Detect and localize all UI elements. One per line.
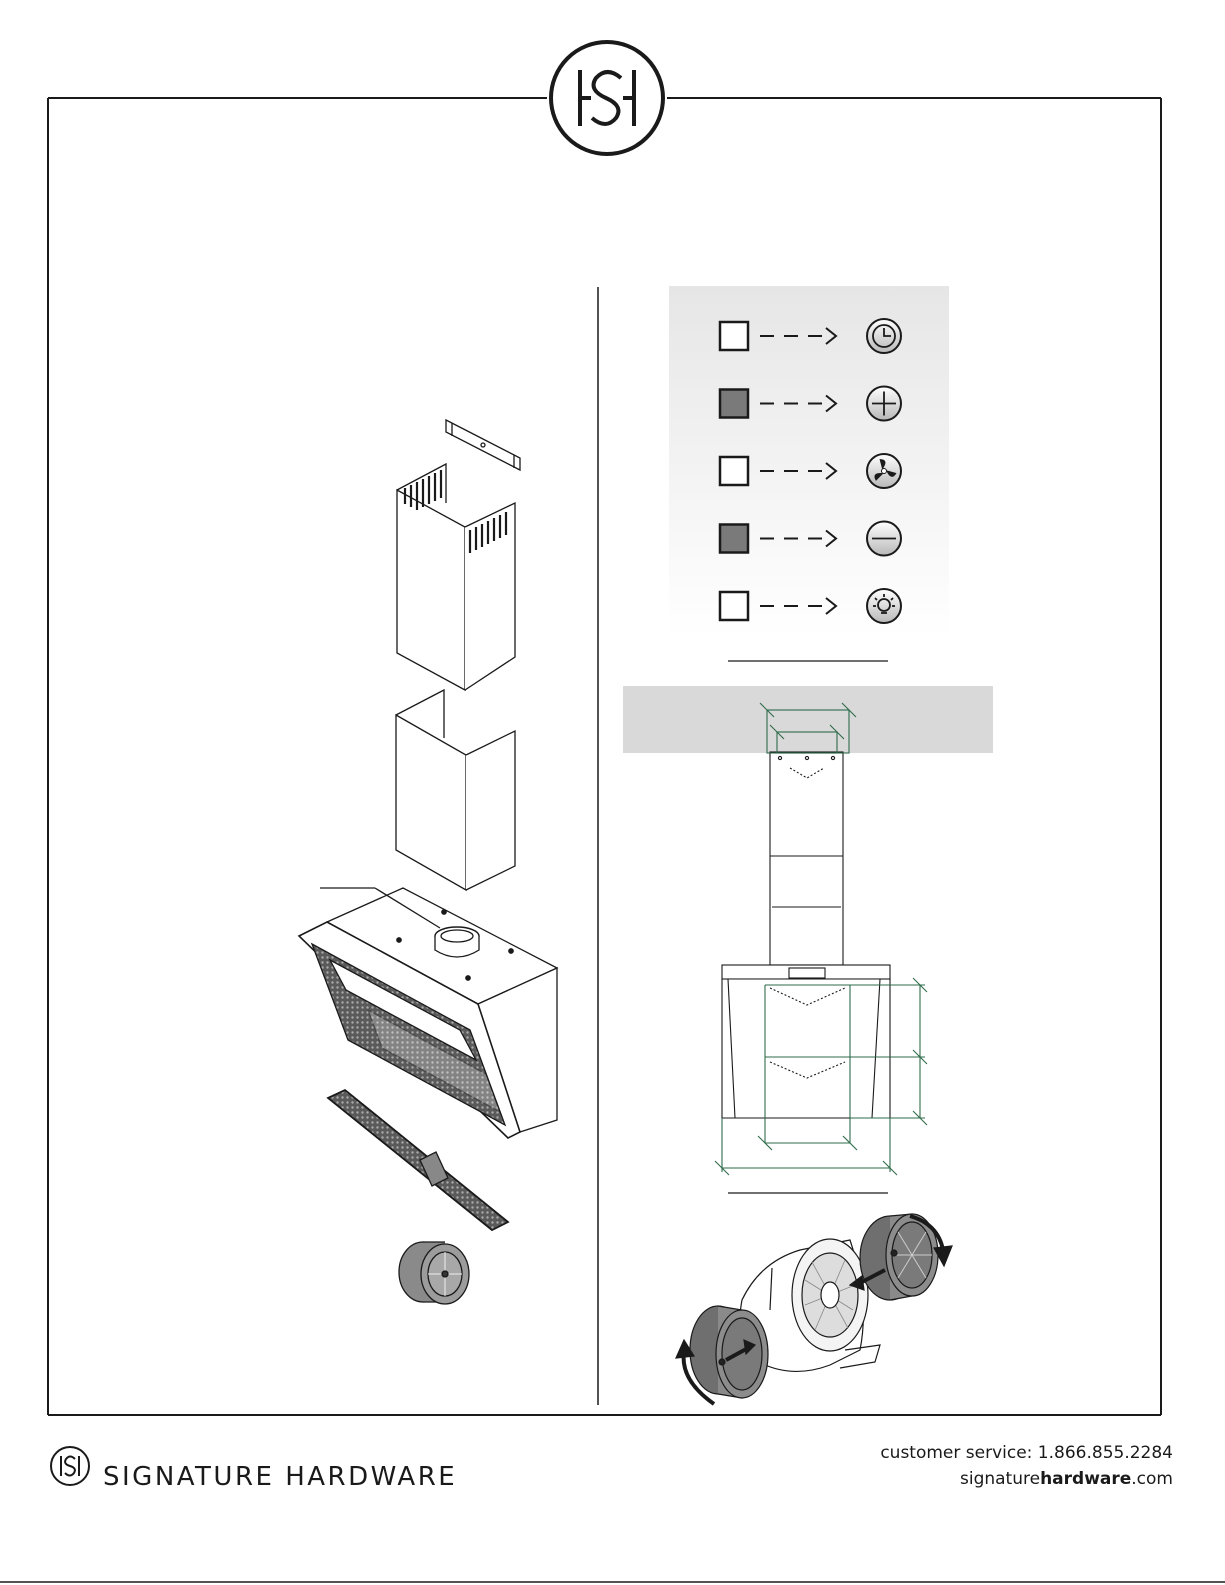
plus-icon xyxy=(867,387,901,421)
clock-icon xyxy=(867,319,901,353)
control-button xyxy=(720,457,748,485)
page-frame xyxy=(0,98,1225,1582)
control-button xyxy=(720,390,748,418)
control-panel-diagram xyxy=(669,286,949,661)
footer-contact xyxy=(880,1440,1173,1492)
website-bold: hardware xyxy=(1040,1469,1132,1489)
website-suffix: .com xyxy=(1131,1469,1173,1489)
header-logo-icon xyxy=(551,42,663,154)
exploded-view-diagram xyxy=(299,420,557,1304)
front-view-dimension-diagram xyxy=(623,686,993,1193)
footer-brand-name: SIGNATURE HARDWARE xyxy=(103,1462,458,1492)
website-prefix: signature xyxy=(959,1469,1041,1489)
website-link[interactable] xyxy=(880,1466,1173,1492)
carbon-filter-install-diagram xyxy=(676,1214,952,1404)
lower-chimney-cover xyxy=(396,690,515,890)
mounting-bracket xyxy=(446,420,520,470)
fan-icon xyxy=(867,454,901,488)
control-button xyxy=(720,525,748,553)
carbon-filter xyxy=(399,1242,469,1304)
light-bulb-icon xyxy=(867,589,901,623)
control-button xyxy=(720,322,748,350)
control-button xyxy=(720,592,748,620)
upper-chimney-cover xyxy=(397,464,515,690)
minus-icon xyxy=(867,522,901,556)
customer-service-line: customer service: 1.866.855.2284 xyxy=(880,1443,1173,1463)
footer-logo-icon xyxy=(51,1447,89,1485)
